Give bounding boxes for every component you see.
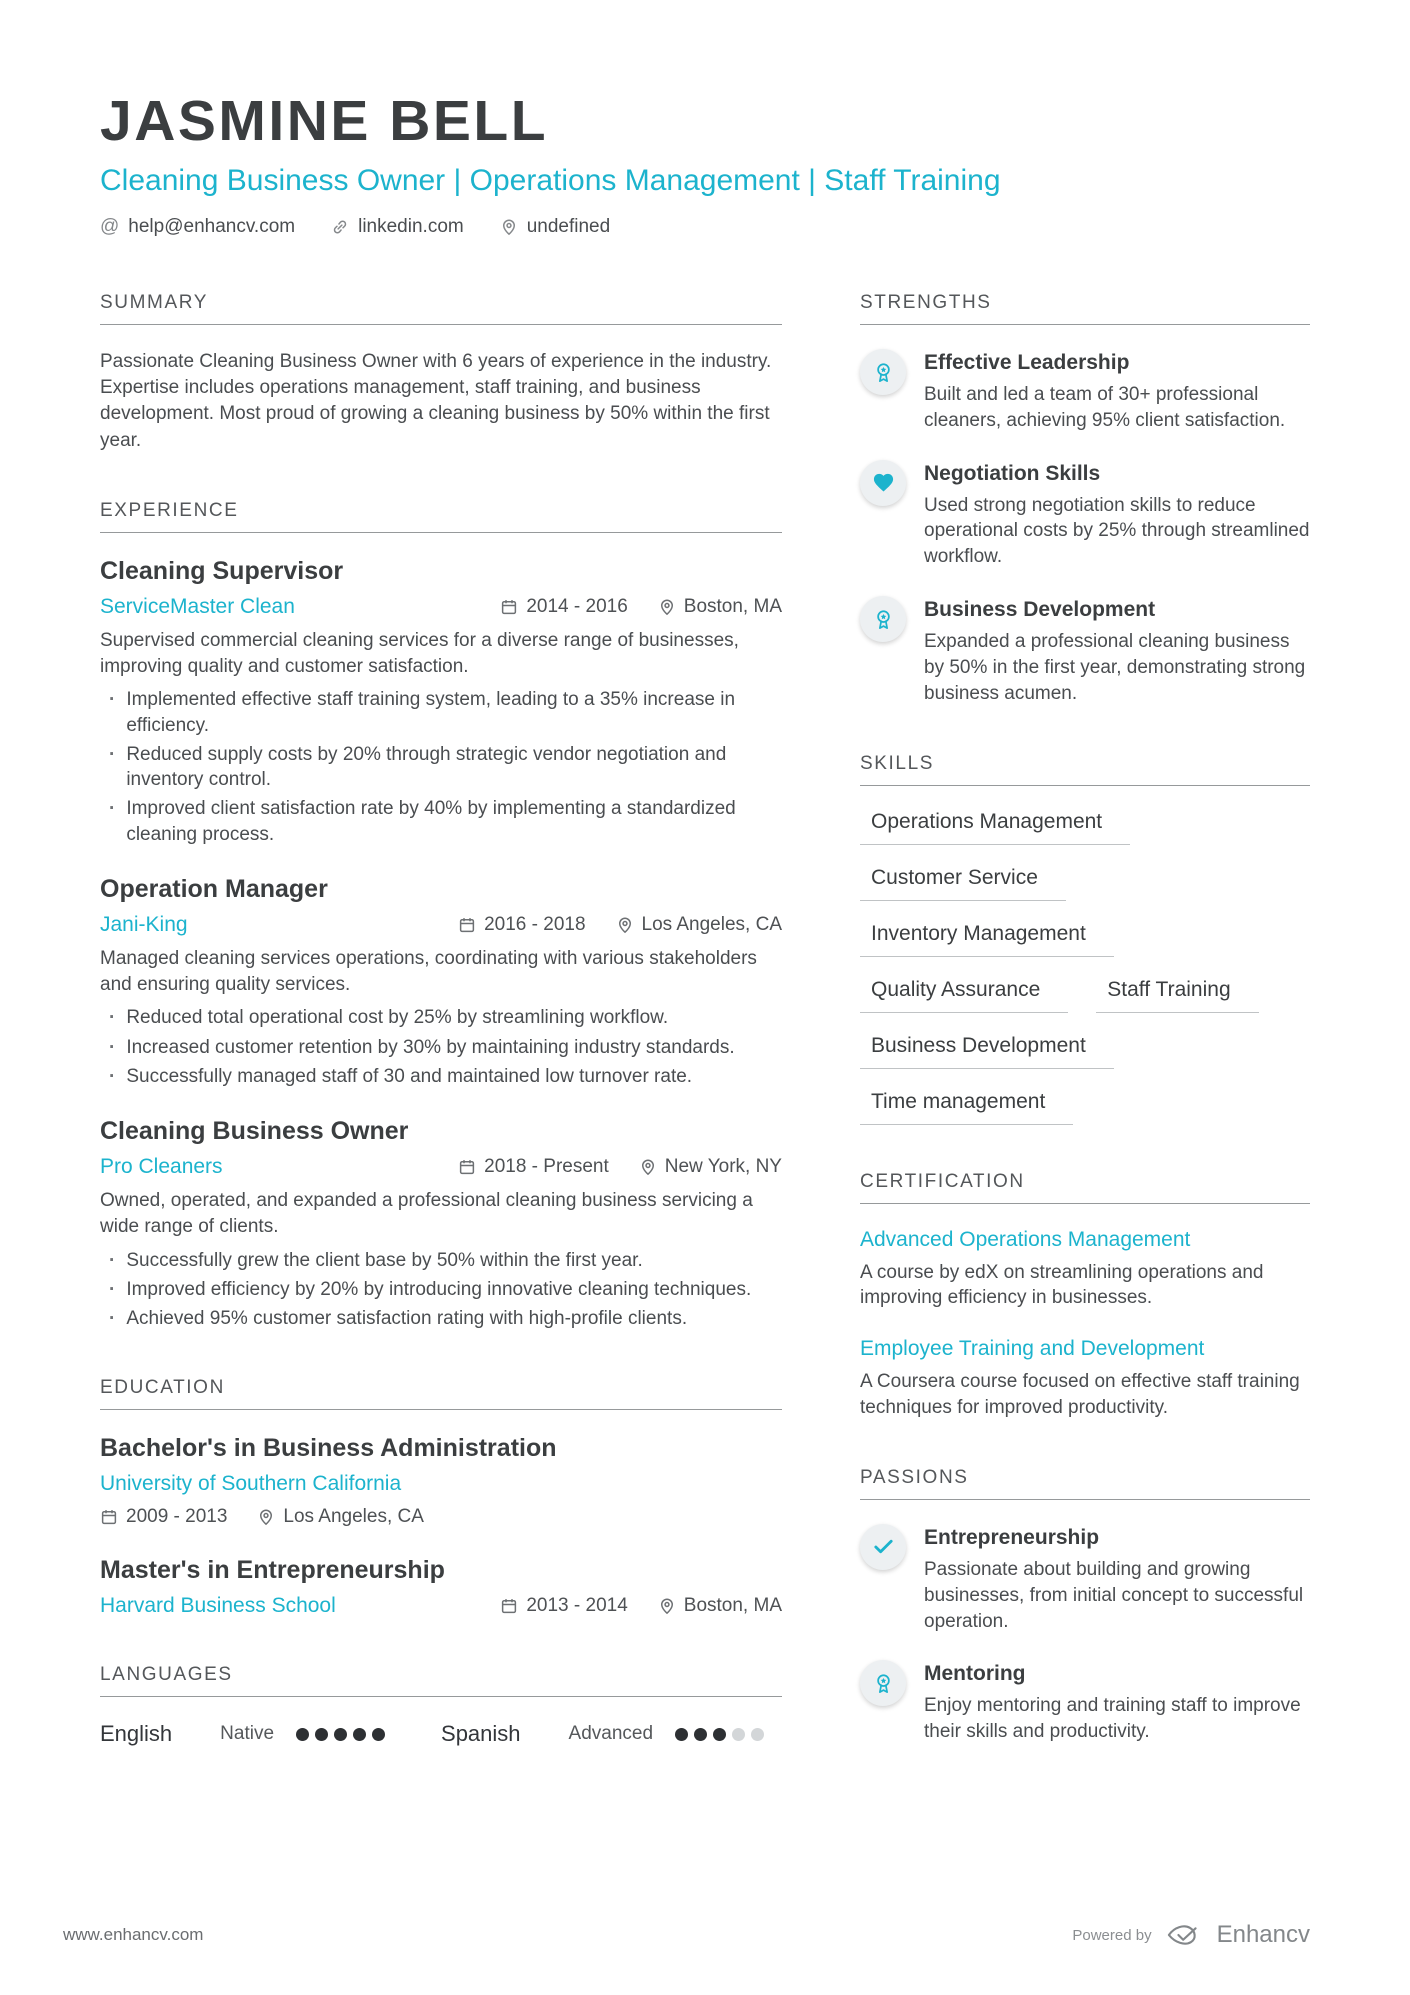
strengths-heading: STRENGTHS <box>860 292 1310 325</box>
job-meta-row <box>100 595 782 619</box>
company-name: Pro Cleaners <box>100 1155 223 1179</box>
strength-item <box>860 460 1310 570</box>
certification-title: Advanced Operations Management <box>860 1227 1191 1251</box>
contact-row <box>100 216 1310 238</box>
education-dates <box>100 1506 227 1528</box>
bullet-item: · Achieved 95% customer satisfaction rating with high-profile clients. <box>100 1306 782 1331</box>
job-title: Cleaning Supervisor <box>100 556 344 585</box>
summary-heading: SUMMARY <box>100 292 782 325</box>
location-text: Boston, MA <box>683 1595 782 1617</box>
skill-item: Inventory Management <box>860 922 1114 957</box>
headline: Cleaning Business Owner | Operations Management | Staff Training <box>100 164 1001 197</box>
job-dates <box>500 596 627 618</box>
strength-item <box>860 596 1310 706</box>
skills-section <box>860 753 1310 1125</box>
experience-section <box>100 500 782 1332</box>
language-item <box>441 1721 764 1747</box>
location-icon <box>616 916 634 934</box>
education-section <box>100 1377 782 1618</box>
location-item <box>500 216 610 238</box>
location-icon <box>658 1597 676 1615</box>
education-meta-row <box>100 1506 782 1528</box>
bullet-item: · Successfully managed staff of 30 and maintained low turnover rate. <box>100 1064 782 1089</box>
certification-heading: CERTIFICATION <box>860 1171 1310 1204</box>
education-dates <box>500 1595 627 1617</box>
certification-entry <box>860 1228 1310 1312</box>
company-name: ServiceMaster Clean <box>100 594 295 618</box>
passion-text: Enjoy mentoring and training staff to improve their skills and productivity. <box>924 1695 1301 1743</box>
job-description: Owned, operated, and expanded a professional cleaning business servicing a wide range of clients. <box>100 1190 753 1238</box>
education-entry <box>100 1556 782 1618</box>
skill-row <box>860 922 1310 957</box>
person-name: JASMINE BELL <box>100 89 549 153</box>
bullet-item: · Improved client satisfaction rate by 40% by implementing a standardized cleaning process. <box>100 796 782 847</box>
certification-entry <box>860 1337 1310 1421</box>
languages-section <box>100 1664 782 1747</box>
job-description: Supervised commercial cleaning services for a diverse range of businesses, improving quality and customer satisfaction. <box>100 629 739 678</box>
enhancv-logo[interactable] <box>1166 1921 1310 1949</box>
linkedin-text: linkedin.com <box>358 216 464 237</box>
company-name: Jani-King <box>100 912 188 936</box>
email-link[interactable] <box>100 216 295 238</box>
degree-title: Bachelor's in Business Administration <box>100 1434 557 1463</box>
education-heading: EDUCATION <box>100 1377 782 1410</box>
enhancv-logo-text: Enhancv <box>1216 1921 1310 1948</box>
language-level: Native <box>220 1723 275 1745</box>
school-name: Harvard Business School <box>100 1594 336 1618</box>
footer <box>63 1921 1310 1949</box>
job-bullets <box>100 1248 782 1332</box>
dates-text: 2014 - 2016 <box>526 595 628 617</box>
strength-item <box>860 349 1310 434</box>
skill-row <box>860 1034 1310 1069</box>
experience-entry <box>100 557 782 847</box>
calendar-icon <box>500 598 518 616</box>
certification-text: A Coursera course focused on effective staff training techniques for improved productivity. <box>860 1371 1300 1419</box>
job-meta-row <box>100 913 782 937</box>
calendar-icon <box>458 1158 476 1176</box>
location-icon <box>257 1508 275 1526</box>
job-location <box>616 914 782 936</box>
strength-text: Built and led a team of 30+ professional cleaners, achieving 95% client satisfaction. <box>924 384 1286 431</box>
enhancv-site-link[interactable]: www.enhancv.com <box>63 1925 204 1944</box>
location-text: undefined <box>526 216 611 237</box>
job-dates <box>458 914 585 936</box>
content-columns <box>100 292 1310 1793</box>
passion-text: Passionate about building and growing businesses, from initial concept to successful operation. <box>924 1558 1304 1632</box>
certification-title: Employee Training and Development <box>860 1337 1205 1361</box>
check-icon <box>860 1524 906 1570</box>
location-icon <box>639 1158 657 1176</box>
bullet-item: · Implemented effective staff training system, leading to a 35% increase in efficiency. <box>100 687 782 738</box>
job-location <box>639 1156 782 1178</box>
strength-title: Effective Leadership <box>924 351 1130 374</box>
skill-item: Operations Management <box>860 810 1130 845</box>
experience-heading: EXPERIENCE <box>100 500 782 533</box>
location-icon <box>500 218 518 236</box>
summary-text: Passionate Cleaning Business Owner with 6 years of experience in the industry. Expertise includes operations management, staff training, and business development. Most proud of growing a cleaning business by 50% within the first year. <box>100 351 772 451</box>
skill-row <box>860 866 1310 901</box>
language-rating <box>675 1728 764 1741</box>
passions-heading: PASSIONS <box>860 1467 1310 1500</box>
job-bullets <box>100 687 782 847</box>
job-dates <box>458 1156 609 1178</box>
skill-row <box>860 810 1310 845</box>
skill-item: Business Development <box>860 1034 1114 1069</box>
job-description: Managed cleaning services operations, coordinating with various stakeholders and ensuring quality services. <box>100 947 757 996</box>
summary-section <box>100 292 782 454</box>
language-item <box>100 1721 385 1747</box>
bullet-item: · Successfully grew the client base by 50% within the first year. <box>100 1248 782 1273</box>
job-bullets <box>100 1005 782 1089</box>
skill-item: Quality Assurance <box>860 978 1068 1013</box>
strength-body <box>924 349 1310 434</box>
language-level: Advanced <box>568 1723 654 1745</box>
left-column <box>100 292 782 1793</box>
language-name: English <box>100 1721 173 1747</box>
languages-heading: LANGUAGES <box>100 1664 782 1697</box>
passion-item <box>860 1524 1310 1634</box>
calendar-icon <box>500 1597 518 1615</box>
strength-title: Business Development <box>924 598 1156 622</box>
skill-row <box>860 1090 1310 1125</box>
strengths-section <box>860 292 1310 707</box>
experience-entry <box>100 1117 782 1331</box>
certification-section <box>860 1171 1310 1421</box>
language-rating <box>296 1728 385 1741</box>
strength-body <box>924 460 1310 570</box>
email-text: help@enhancv.com <box>128 216 296 237</box>
header <box>100 88 1310 238</box>
passion-item <box>860 1660 1310 1745</box>
passion-title: Entrepreneurship <box>924 1525 1100 1549</box>
job-location <box>658 596 782 618</box>
education-meta-row <box>100 1594 782 1618</box>
location-text: Boston, MA <box>683 595 782 617</box>
passions-section <box>860 1467 1310 1745</box>
location-text: Los Angeles, CA <box>641 913 782 935</box>
job-title: Operation Manager <box>100 874 328 903</box>
medal-icon <box>860 349 906 395</box>
medal-icon <box>860 596 906 642</box>
bullet-item: · Improved efficiency by 20% by introducing innovative cleaning techniques. <box>100 1277 782 1302</box>
strength-body <box>924 596 1310 706</box>
calendar-icon <box>100 1508 118 1526</box>
skill-row <box>860 978 1310 1013</box>
strength-text: Used strong negotiation skills to reduce operational costs by 25% through streamlined workflow. <box>924 494 1310 568</box>
enhancv-logo-icon <box>1166 1922 1208 1948</box>
education-location <box>658 1595 782 1617</box>
passion-body <box>924 1524 1310 1634</box>
languages-row <box>100 1721 782 1747</box>
skill-item: Staff Training <box>1096 978 1258 1013</box>
at-icon: @ <box>100 216 120 237</box>
strength-text: Expanded a professional cleaning business by 50% in the first year, demonstrating strong business acumen. <box>924 631 1306 704</box>
experience-entry <box>100 875 782 1089</box>
calendar-icon <box>458 916 476 934</box>
skills-heading: SKILLS <box>860 753 1310 786</box>
powered-by <box>1072 1921 1310 1949</box>
location-text: Los Angeles, CA <box>283 1506 424 1528</box>
school-name: University of Southern California <box>100 1472 402 1496</box>
bullet-item: · Increased customer retention by 30% by maintaining industry standards. <box>100 1035 782 1060</box>
location-icon <box>658 598 676 616</box>
job-meta-row <box>100 1155 782 1179</box>
skill-item: Customer Service <box>860 866 1066 901</box>
dates-text: 2018 - Present <box>484 1156 609 1178</box>
language-name: Spanish <box>441 1721 521 1747</box>
degree-title: Master's in Entrepreneurship <box>100 1556 445 1585</box>
certification-text: A course by edX on streamlining operations and improving efficiency in businesses. <box>860 1261 1264 1309</box>
medal-icon <box>860 1660 906 1706</box>
bullet-item: · Reduced total operational cost by 25% by streamlining workflow. <box>100 1005 782 1030</box>
dates-text: 2016 - 2018 <box>484 913 586 935</box>
passion-title: Mentoring <box>924 1662 1026 1686</box>
heart-icon <box>860 460 906 506</box>
powered-by-label: Powered by <box>1072 1926 1152 1944</box>
passion-body <box>924 1660 1310 1745</box>
strength-title: Negotiation Skills <box>924 461 1101 485</box>
education-location <box>257 1506 423 1528</box>
dates-text: 2013 - 2014 <box>526 1595 628 1617</box>
education-entry <box>100 1434 782 1528</box>
job-title: Cleaning Business Owner <box>100 1117 409 1146</box>
location-text: New York, NY <box>664 1156 782 1178</box>
right-column <box>860 292 1310 1793</box>
dates-text: 2009 - 2013 <box>126 1506 228 1528</box>
linkedin-link[interactable] <box>331 216 464 238</box>
bullet-item: · Reduced supply costs by 20% through strategic vendor negotiation and inventory control. <box>100 742 782 793</box>
skill-item: Time management <box>860 1090 1073 1125</box>
link-icon <box>331 218 349 236</box>
